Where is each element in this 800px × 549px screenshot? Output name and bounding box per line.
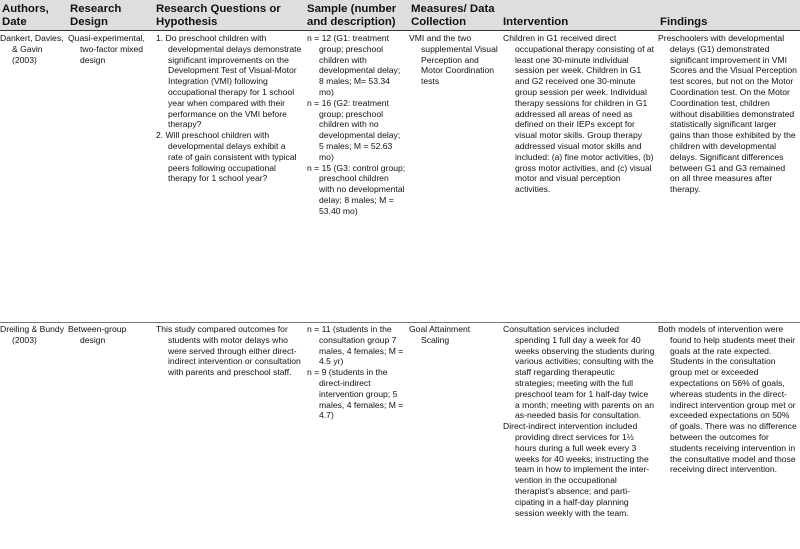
cell-intervention: [501, 31, 658, 323]
cell-authors: Dreiling & Bundy (2003): [0, 324, 65, 345]
sample-item: n = 16 (G2: treatment group; preschool children with no developmental delay; 5 males; M = 52.63 mo): [307, 97, 401, 162]
header-sample: Sample (number and description): [305, 0, 409, 31]
sample-item: n = 15 (G3: control group; preschool children with no developmental delay; 8 males; M = 53.40 mo): [307, 162, 406, 216]
header-intervention: Intervention: [501, 0, 658, 31]
question-item: 2. Will preschool children with developmental delays exhibit a rate of gain consistent with typical peers following occupational therapy for 1 school year?: [156, 130, 297, 184]
intervention-item: Consultation services included spending 1 full day a week for 40 weeks observing the students during various activities; consulting with the staff regarding therapeutic strategies; meeting with the full preschool team for 1 half-day twice a month; meeting with parents on an as-needed basis for consultation.: [503, 324, 655, 421]
cell-questions: [154, 31, 305, 323]
sample-item: n = 9 (students in the direct-indirect intervention group; 5 males, 4 females; M = 4.7): [307, 367, 404, 421]
header-design: Research Design: [68, 0, 154, 31]
cell-design: Quasi-experimental, two-factor mixed design: [68, 33, 145, 65]
table-header: [0, 0, 800, 31]
cell-findings: Preschoolers with developmental delays (G1) demonstrated significant improvement in VMI Scores and the Visual Perception test scores, but not on the Motor Coordination test. On the Motor Coordination test, children without disabilities demonstrated statistically significant larger gains than those exhibited by the children with developmental delays. Significant differences between G1 and G3 remained on all three measures after therapy.: [658, 33, 797, 195]
cell-findings: Both models of intervention were found to help students meet their goals at the rate expected. Students in the consultation group met or exceeded expectations on 56% of goals, whereas students in the direct-indirect intervention group met or exceeded expectations on 50% of goals. There was no difference between the outcomes for students receiving intervention in the consultative model and those receiving direct intervention.: [658, 324, 797, 475]
intervention-item: Children in G1 received direct occupational therapy consisting of at least one 30-minute individual session per week. Children in G1 and G2 received one 30-minute group session per week. Individual therapy sessions for children in G1 addressed all areas of need as defined on their IEPs except for visual motor skills. Group therapy addressed visual motor skills and included: (a) fine motor activities, (b) gross motor activities, and (c) visual motor and visual perception activities.: [503, 33, 655, 195]
cell-design: Between-group design: [68, 324, 127, 345]
sample-item: n = 11 (students in the consultation group 7 males, 4 females; M = 4.5 yr): [307, 324, 404, 367]
header-findings: Findings: [658, 0, 800, 31]
header-measures: Measures/ Data Collection: [409, 0, 501, 31]
header-authors: Authors, Date: [0, 0, 68, 31]
question-item: This study compared outcomes for students with motor delays who were served through either direct-indirect intervention or consultation with parents and preschool staff.: [156, 324, 301, 378]
cell-measures: VMI and the two supplemental Visual Perception and Motor Coordination tests: [409, 33, 498, 87]
table-row: [0, 323, 800, 519]
intervention-item: Direct-indirect intervention included providing direct services for 1½ hours during a full week every 3 weeks for 40 weeks; instructing the team in how to implement the inter-vention in the occupational therapist’s absence; and parti-cipating in a half-day planning session weekly with the team.: [503, 421, 650, 518]
cell-intervention: [501, 323, 658, 519]
cell-authors: Dankert, Davies, & Gavin (2003): [0, 33, 64, 65]
sample-item: n = 12 (G1: treatment group; preschool children with developmental delay; 8 males; M= 53.34 mo): [307, 33, 401, 97]
table-row: [0, 31, 800, 323]
cell-measures: Goal Attainment Scaling: [409, 324, 471, 345]
cell-sample: [305, 323, 409, 519]
header-questions: Research Questions or Hypothesis: [154, 0, 305, 31]
cell-questions: [154, 323, 305, 519]
cell-sample: [305, 31, 409, 323]
question-item: 1. Do preschool children with developmental delays demonstrate significant improvements on the Development Test of Visual-Motor Integration (VMI) following occupational therapy for 1 school year when compared with their performance on the VMI before therapy?: [156, 33, 302, 130]
